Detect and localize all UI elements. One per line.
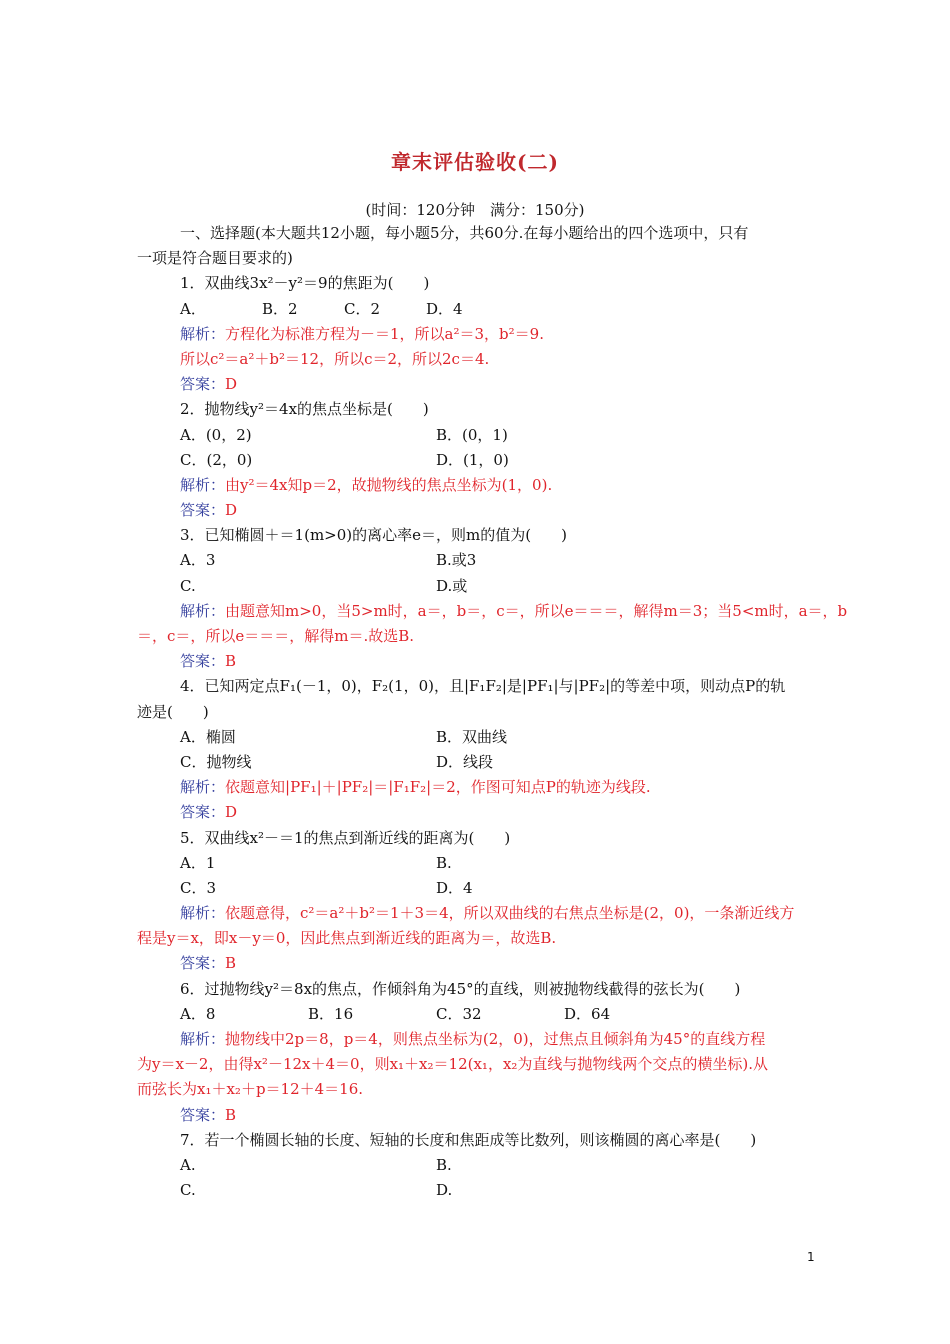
question-4-solution: [137, 775, 817, 800]
option-c: C．32: [436, 1004, 482, 1023]
option-d: D．4: [436, 878, 473, 897]
option-c: C．抛物线: [180, 752, 252, 771]
question-6-solution: [137, 1027, 817, 1052]
section-heading-cont: 一项是符合题目要求的): [137, 249, 293, 268]
solution-text: 抛物线中2p＝8，p＝4，则焦点坐标为(2，0)，过焦点且倾斜角为45°的直线方程: [225, 1030, 766, 1048]
option-a: A.: [180, 1155, 196, 1174]
question-2-options-ab: [137, 423, 817, 448]
solution-text: 依题意知|PF₁|＋|PF₂|＝|F₁F₂|＝2，作图可知点P的轨迹为线段.: [225, 778, 651, 797]
question-6-answer: [137, 1103, 817, 1128]
option-a: A．(0，2): [180, 425, 252, 444]
question-3-options-ab: [137, 548, 817, 573]
solution-text: 由y²＝4x知p＝2，故抛物线的焦点坐标为(1，0).: [225, 475, 553, 494]
option-c: C．2: [344, 299, 381, 318]
question-3-stem: 3．已知椭圆＋＝1(m>0)的离心率e＝，则m的值为( ): [180, 526, 567, 545]
answer-label: 答案：: [180, 375, 226, 394]
question-1-answer: [137, 372, 817, 397]
question-4-stem-cont: 迹是( ): [137, 702, 209, 721]
question-2-options-cd: [137, 448, 817, 473]
option-b: B．2: [262, 299, 298, 318]
question-6-solution-cont: 为y＝x－2，由得x²－12x＋4＝0，则x₁＋x₂＝12(x₁，x₂为直线与抛物线两个交点的横坐标).从: [137, 1055, 769, 1074]
question-3-solution-cont: ＝，c＝，所以e＝＝＝，解得m＝.故选B.: [137, 627, 415, 645]
solution-label: 解析：: [180, 601, 226, 620]
answer-label: 答案：: [180, 1105, 226, 1124]
option-c: C.: [180, 1181, 196, 1200]
option-a: A．椭圆: [180, 727, 236, 746]
option-a: A．: [180, 299, 206, 318]
question-2-answer: [137, 498, 817, 523]
solution-label: 解析：: [180, 1030, 226, 1048]
question-4-options-ab: [137, 725, 817, 750]
option-d: D．线段: [436, 752, 494, 771]
answer-value: D: [225, 375, 238, 394]
page-number: 1: [807, 1250, 815, 1264]
question-2-solution: [137, 473, 817, 498]
answer-label: 答案：: [180, 954, 226, 973]
question-7-stem: 7．若一个椭圆长轴的长度、短轴的长度和焦距成等比数列，则该椭圆的离心率是( ): [180, 1130, 757, 1149]
exam-info: (时间：120分钟 满分：150分): [365, 201, 585, 219]
option-d: D.: [436, 1181, 453, 1200]
answer-label: 答案：: [180, 501, 226, 520]
question-4-answer: [137, 800, 817, 825]
answer-value: D: [225, 501, 238, 520]
answer-value: D: [225, 803, 238, 822]
option-c: C.: [180, 576, 196, 595]
question-3-solution: [137, 599, 848, 624]
question-3-answer: [137, 649, 817, 674]
option-b: B．双曲线: [436, 727, 508, 746]
option-d: D．(1，0): [436, 450, 509, 469]
question-5-answer: [137, 951, 817, 976]
solution-label: 解析：: [180, 904, 226, 923]
solution-label: 解析：: [180, 778, 226, 797]
question-4-options-cd: [137, 750, 817, 775]
answer-label: 答案：: [180, 803, 226, 822]
option-b: B.: [436, 853, 452, 872]
question-5-stem: 5．双曲线x²－＝1的焦点到渐近线的距离为( ): [180, 828, 511, 847]
solution-label: 解析：: [180, 475, 226, 494]
option-c: C．(2，0): [180, 450, 253, 469]
question-3-options-cd: [137, 574, 817, 599]
question-5-solution: [137, 901, 817, 926]
option-b: B．16: [308, 1004, 354, 1023]
question-5-options-cd: [137, 876, 817, 901]
answer-value: B: [225, 954, 237, 973]
question-4-stem: 4．已知两定点F₁(－1，0)，F₂(1，0)，且|F₁F₂|是|PF₁|与|PF₂|的等差中项，则动点P的轨: [180, 677, 786, 696]
option-a: A．3: [180, 551, 216, 570]
option-b: B．(0，1): [436, 425, 508, 444]
answer-label: 答案：: [180, 652, 226, 671]
solution-text: 方程化为标准方程为－＝1，所以a²＝3，b²＝9.: [225, 324, 544, 343]
solution-label: 解析：: [180, 324, 226, 343]
option-d: D.或: [436, 576, 468, 595]
option-a: A．8: [180, 1004, 216, 1023]
question-7-options-ab: [137, 1153, 817, 1178]
question-7-options-cd: [137, 1178, 817, 1203]
section-heading: 一、选择题(本大题共12小题，每小题5分，共60分.在每小题给出的四个选项中，只有: [180, 224, 749, 242]
solution-text: 由题意知m>0，当5>m时，a＝，b＝，c＝，所以e＝＝＝，解得m＝3；当5<m时，a＝，b: [225, 601, 848, 620]
question-2-stem: 2．抛物线y²＝4x的焦点坐标是( ): [180, 400, 429, 419]
document-body: [137, 221, 848, 1203]
question-6-stem: 6．过抛物线y²＝8x的焦点，作倾斜角为45°的直线，则被抛物线截得的弦长为( ): [180, 979, 741, 998]
option-d: D．64: [564, 1004, 611, 1023]
question-1-solution-cont: 所以c²＝a²＋b²＝12，所以c＝2，所以2c＝4.: [180, 349, 490, 368]
solution-text: 依题意得，c²＝a²＋b²＝1＋3＝4，所以双曲线的右焦点坐标是(2，0)，一条渐近线方: [225, 904, 795, 923]
option-c: C．3: [180, 878, 217, 897]
page-title: 章末评估验收(二): [391, 150, 559, 174]
question-6-options: [137, 1002, 817, 1027]
question-1-options: [137, 297, 817, 322]
question-1-stem: 1．双曲线3x²－y²＝9的焦距为( ): [180, 274, 430, 293]
question-5-solution-cont: 程是y＝x，即x－y＝0，因此焦点到渐近线的距离为＝，故选B.: [137, 929, 557, 948]
option-b: B.或3: [436, 551, 477, 570]
question-5-options-ab: [137, 851, 817, 876]
question-1-solution: [137, 322, 817, 347]
question-6-solution-cont-2: 而弦长为x₁＋x₂＋p＝12＋4＝16.: [137, 1080, 364, 1099]
option-a: A．1: [180, 853, 216, 872]
option-d: D．4: [426, 299, 463, 318]
answer-value: B: [225, 1105, 237, 1124]
answer-value: B: [225, 652, 237, 671]
option-b: B.: [436, 1155, 452, 1174]
